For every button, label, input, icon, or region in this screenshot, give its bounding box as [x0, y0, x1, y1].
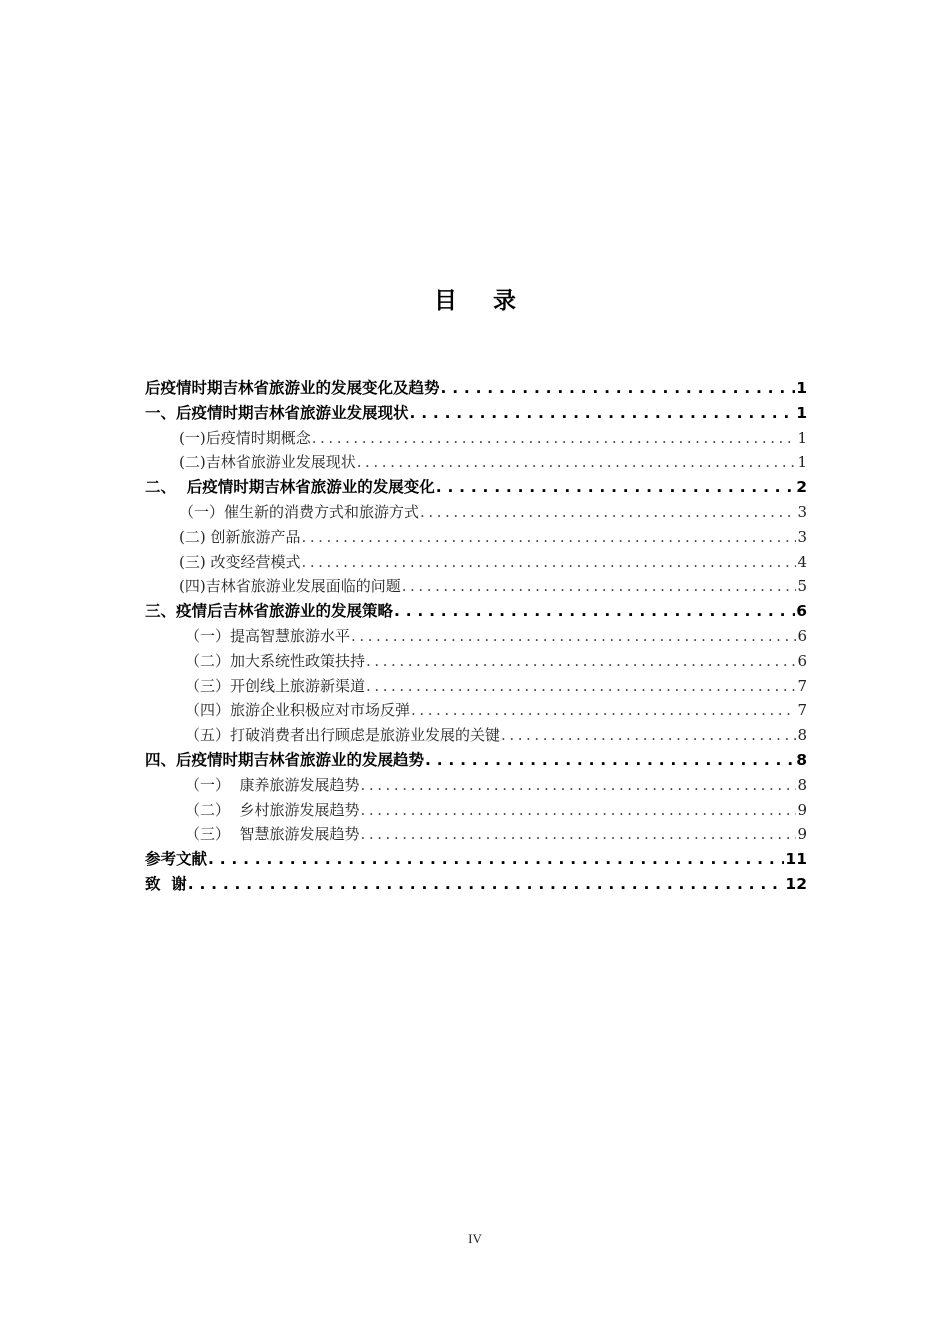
toc-entry-label: （五）打破消费者出行顾虑是旅游业发展的关键: [185, 726, 501, 745]
toc-leader-dots: [436, 475, 795, 500]
toc-leader-dots: [361, 773, 797, 798]
toc-entry-label: （三）开创线上旅游新渠道: [185, 676, 366, 695]
toc-entry-page: 6: [797, 626, 807, 645]
toc-entry[interactable]: [145, 872, 807, 897]
toc-entry[interactable]: [145, 698, 807, 723]
toc-entry-label: （二）加大系统性政策扶持: [185, 651, 366, 670]
toc-entry-page: 3: [797, 527, 807, 546]
toc-entry-label: (一)后疫情时期概念: [179, 428, 311, 447]
toc-leader-dots: [361, 798, 797, 823]
toc-entry-page: 8: [796, 750, 807, 769]
toc-entry-label: 参考文献: [145, 850, 208, 869]
toc-entry-label: （一）催生新的消费方式和旅游方式: [179, 502, 420, 521]
toc-entry[interactable]: [145, 649, 807, 674]
toc-entry-page: 2: [796, 478, 807, 497]
toc-leader-dots: [188, 872, 785, 897]
toc-entry-page: 6: [797, 651, 807, 670]
toc-entry[interactable]: [145, 599, 807, 624]
toc-entry[interactable]: [145, 723, 807, 748]
toc-entry[interactable]: [145, 624, 807, 649]
toc-entry-page: 1: [796, 379, 807, 397]
toc-entry[interactable]: [145, 773, 807, 798]
toc-entry[interactable]: [145, 822, 807, 847]
toc-title: 目 录: [433, 288, 530, 314]
toc-leader-dots: [441, 376, 796, 401]
toc-entry-page: 11: [785, 850, 807, 869]
toc-entry-label: 致 谢: [145, 874, 187, 893]
toc-entry-page: 5: [797, 577, 807, 596]
toc-entry-label: （四）旅游企业积极应对市场反弹: [185, 701, 411, 720]
toc-entry[interactable]: [145, 847, 807, 872]
toc-leader-dots: [312, 426, 797, 451]
toc-leader-dots: [361, 822, 797, 847]
page-number: IV: [468, 1231, 482, 1246]
toc-entry-label: （三） 智慧旅游发展趋势: [185, 825, 360, 844]
toc-entry-label: (四)吉林省旅游业发展面临的问题: [179, 577, 401, 596]
toc-entry-page: 1: [797, 453, 807, 472]
toc-entry[interactable]: [145, 500, 807, 525]
toc-entry-label: （一）提高智慧旅游水平: [185, 626, 351, 645]
toc-leader-dots: [301, 525, 796, 550]
toc-entry-label: 四、后疫情时期吉林省旅游业的发展趋势: [145, 750, 425, 769]
toc-entry[interactable]: [145, 450, 807, 475]
toc-entry-label: 一、后疫情时期吉林省旅游业发展现状: [145, 403, 409, 422]
toc-leader-dots: [410, 401, 796, 426]
toc-entry-label: （二） 乡村旅游发展趋势: [185, 800, 360, 819]
toc-entry-page: 4: [797, 552, 807, 571]
table-of-contents: [145, 376, 807, 897]
toc-entry-label: (二) 创新旅游产品: [179, 527, 301, 546]
toc-entry[interactable]: [145, 674, 807, 699]
toc-leader-dots: [366, 649, 796, 674]
toc-entry[interactable]: [145, 376, 807, 401]
toc-entry-page: 8: [797, 775, 807, 794]
toc-entry[interactable]: [145, 748, 807, 773]
toc-leader-dots: [420, 500, 796, 525]
toc-entry-page: 9: [797, 825, 807, 844]
toc-entry-page: 8: [797, 726, 807, 745]
toc-entry[interactable]: [145, 401, 807, 426]
toc-leader-dots: [394, 599, 795, 624]
toc-entry[interactable]: [145, 550, 807, 575]
toc-entry[interactable]: [145, 574, 807, 599]
toc-entry[interactable]: [145, 798, 807, 823]
toc-entry-label: 二、 后疫情时期吉林省旅游业的发展变化: [145, 478, 435, 497]
toc-entry-page: 3: [797, 502, 807, 521]
toc-leader-dots: [301, 550, 796, 575]
toc-entry-page: 9: [797, 800, 807, 819]
toc-entry-label: 后疫情时期吉林省旅游业的发展变化及趋势: [145, 379, 440, 397]
toc-entry-label: 三、疫情后吉林省旅游业的发展策略: [145, 602, 394, 621]
toc-entry[interactable]: [145, 426, 807, 451]
toc-entry[interactable]: [145, 475, 807, 500]
toc-entry-label: (三) 改变经营模式: [179, 552, 301, 571]
toc-leader-dots: [366, 674, 796, 699]
toc-leader-dots: [351, 624, 796, 649]
toc-entry-page: 7: [797, 676, 807, 695]
toc-leader-dots: [208, 847, 784, 872]
toc-entry-page: 7: [797, 701, 807, 720]
toc-entry-page: 12: [785, 874, 807, 893]
toc-leader-dots: [402, 574, 797, 599]
toc-entry-page: 1: [797, 428, 807, 447]
toc-leader-dots: [425, 748, 795, 773]
toc-leader-dots: [411, 698, 796, 723]
toc-entry-page: 1: [796, 403, 807, 422]
toc-entry[interactable]: [145, 525, 807, 550]
toc-leader-dots: [501, 723, 796, 748]
toc-entry-page: 6: [796, 602, 807, 621]
toc-entry-label: （一） 康养旅游发展趋势: [185, 775, 360, 794]
toc-leader-dots: [357, 450, 797, 475]
toc-entry-label: (二)吉林省旅游业发展现状: [179, 453, 356, 472]
